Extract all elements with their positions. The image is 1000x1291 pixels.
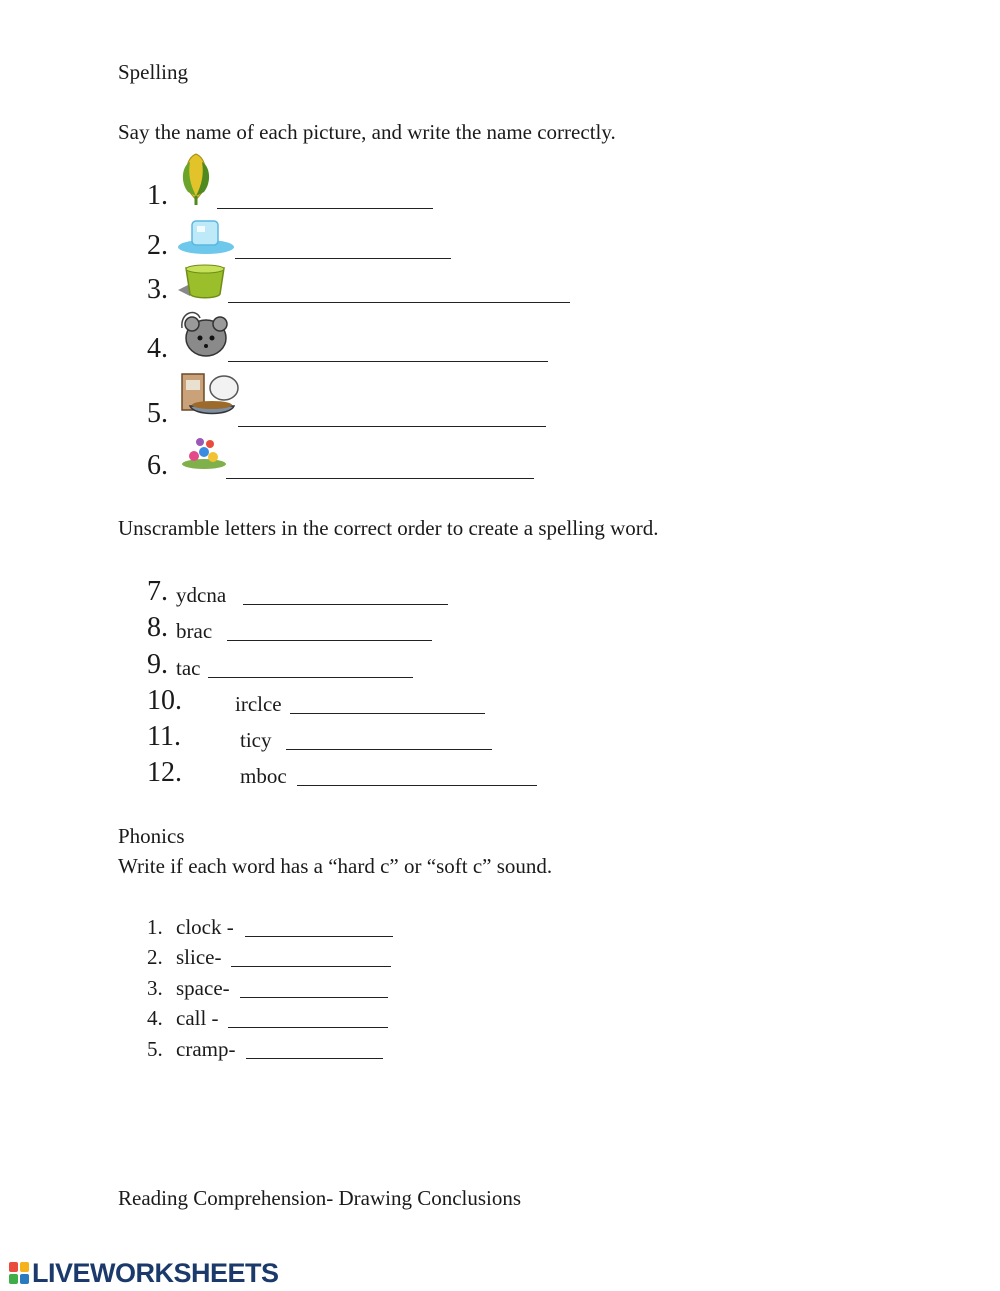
spelling-heading: Spelling xyxy=(118,60,189,84)
phonics-item-number: 4. xyxy=(147,1006,163,1030)
answer-line[interactable] xyxy=(228,302,570,303)
picture-item-number: 3. xyxy=(147,274,168,305)
phonics-word: clock - xyxy=(176,915,234,939)
answer-line[interactable] xyxy=(231,966,391,967)
unscramble-item-number: 12. xyxy=(147,757,182,788)
scrambled-word: irclce xyxy=(235,692,282,716)
unscramble-item-number: 9. xyxy=(147,649,168,680)
picture-item-number: 1. xyxy=(147,180,168,211)
scrambled-word: ydcna xyxy=(176,583,227,607)
phonics-item-number: 5. xyxy=(147,1037,163,1061)
spelling-instruction: Say the name of each picture, and write the name correctly. xyxy=(118,120,616,144)
answer-line[interactable] xyxy=(297,785,537,786)
answer-line[interactable] xyxy=(240,997,388,998)
cup-icon xyxy=(176,262,232,302)
answer-line[interactable] xyxy=(290,713,485,714)
brand-name: LIVEWORKSHEETS xyxy=(32,1257,279,1288)
unscramble-instruction: Unscramble letters in the correct order to create a spelling word. xyxy=(118,516,659,540)
answer-line[interactable] xyxy=(227,640,432,641)
phonics-heading: Phonics xyxy=(118,824,185,848)
picture-item-number: 6. xyxy=(147,450,168,481)
corn-icon xyxy=(176,152,216,206)
scrambled-word: mboc xyxy=(240,764,287,788)
phonics-word: space- xyxy=(176,976,230,1000)
answer-line[interactable] xyxy=(286,749,492,750)
phonics-word: cramp- xyxy=(176,1037,236,1061)
cereal-icon xyxy=(180,370,242,420)
answer-line[interactable] xyxy=(226,478,534,479)
picture-item-number: 5. xyxy=(147,398,168,429)
phonics-word: call - xyxy=(176,1006,219,1030)
picture-item-number: 2. xyxy=(147,230,168,261)
unscramble-item-number: 11. xyxy=(147,721,181,752)
phonics-word: slice- xyxy=(176,945,222,969)
answer-line[interactable] xyxy=(228,361,548,362)
scrambled-word: ticy xyxy=(240,728,272,752)
answer-line[interactable] xyxy=(228,1027,388,1028)
answer-line[interactable] xyxy=(217,208,433,209)
answer-line[interactable] xyxy=(245,936,393,937)
scrambled-word: tac xyxy=(176,656,201,680)
liveworksheets-logo-icon xyxy=(8,1261,30,1285)
unscramble-item-number: 10. xyxy=(147,685,182,716)
unscramble-item-number: 7. xyxy=(147,576,168,607)
picture-item-number: 4. xyxy=(147,333,168,364)
ice-cube-icon xyxy=(176,217,236,257)
phonics-item-number: 1. xyxy=(147,915,163,939)
answer-line[interactable] xyxy=(235,258,451,259)
phonics-item-number: 2. xyxy=(147,945,163,969)
answer-line[interactable] xyxy=(246,1058,383,1059)
phonics-instruction: Write if each word has a “hard c” or “soft c” sound. xyxy=(118,854,553,878)
answer-line[interactable] xyxy=(208,677,413,678)
mouse-icon xyxy=(176,306,232,362)
candy-icon xyxy=(180,434,228,470)
liveworksheets-brand xyxy=(8,1258,279,1288)
answer-line[interactable] xyxy=(238,426,546,427)
unscramble-item-number: 8. xyxy=(147,612,168,643)
answer-line[interactable] xyxy=(243,604,448,605)
reading-comprehension-heading: Reading Comprehension- Drawing Conclusions xyxy=(118,1186,522,1210)
scrambled-word: brac xyxy=(176,619,213,643)
phonics-item-number: 3. xyxy=(147,976,163,1000)
